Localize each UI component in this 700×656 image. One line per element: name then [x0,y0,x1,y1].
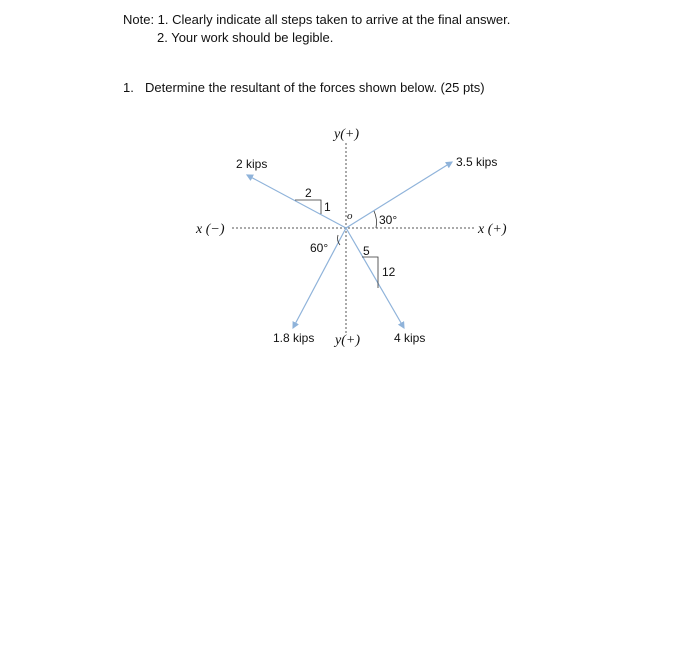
y-axis-top-label: y(+) [334,127,359,142]
force-label-4-kips: 4 kips [394,331,426,345]
x-axis-right-label: x (+) [478,222,507,237]
y-axis-bottom-label: y(+) [335,333,360,348]
force-label-1-8-kips: 1.8 kips [273,331,315,345]
x-axis-left-label: x (−) [196,222,225,237]
slope-label-1: 1 [324,200,331,214]
problem-number: 1. [123,80,134,95]
note-line-2: 2. Your work should be legible. [157,30,334,45]
slope-label-12: 12 [382,265,396,279]
angle-label-30: 30° [379,213,398,227]
slope-label-2: 2 [305,186,312,200]
note-line-1: Note: 1. Clearly indicate all steps taken to arrive at the final answer. [123,12,511,27]
origin-label: o [347,210,353,222]
force-line-2-kips [247,175,346,228]
slope-triangle-4-kips [362,257,378,288]
problem-text: Determine the resultant of the forces shown below. (25 pts) [145,80,485,95]
slope-label-5: 5 [363,244,370,258]
force-line-3-5-kips [346,162,452,228]
force-label-2-kips: 2 kips [236,157,268,171]
angle-arc-30 [374,211,377,228]
force-label-3-5-kips: 3.5 kips [456,155,498,169]
angle-label-60: 60° [310,241,329,255]
